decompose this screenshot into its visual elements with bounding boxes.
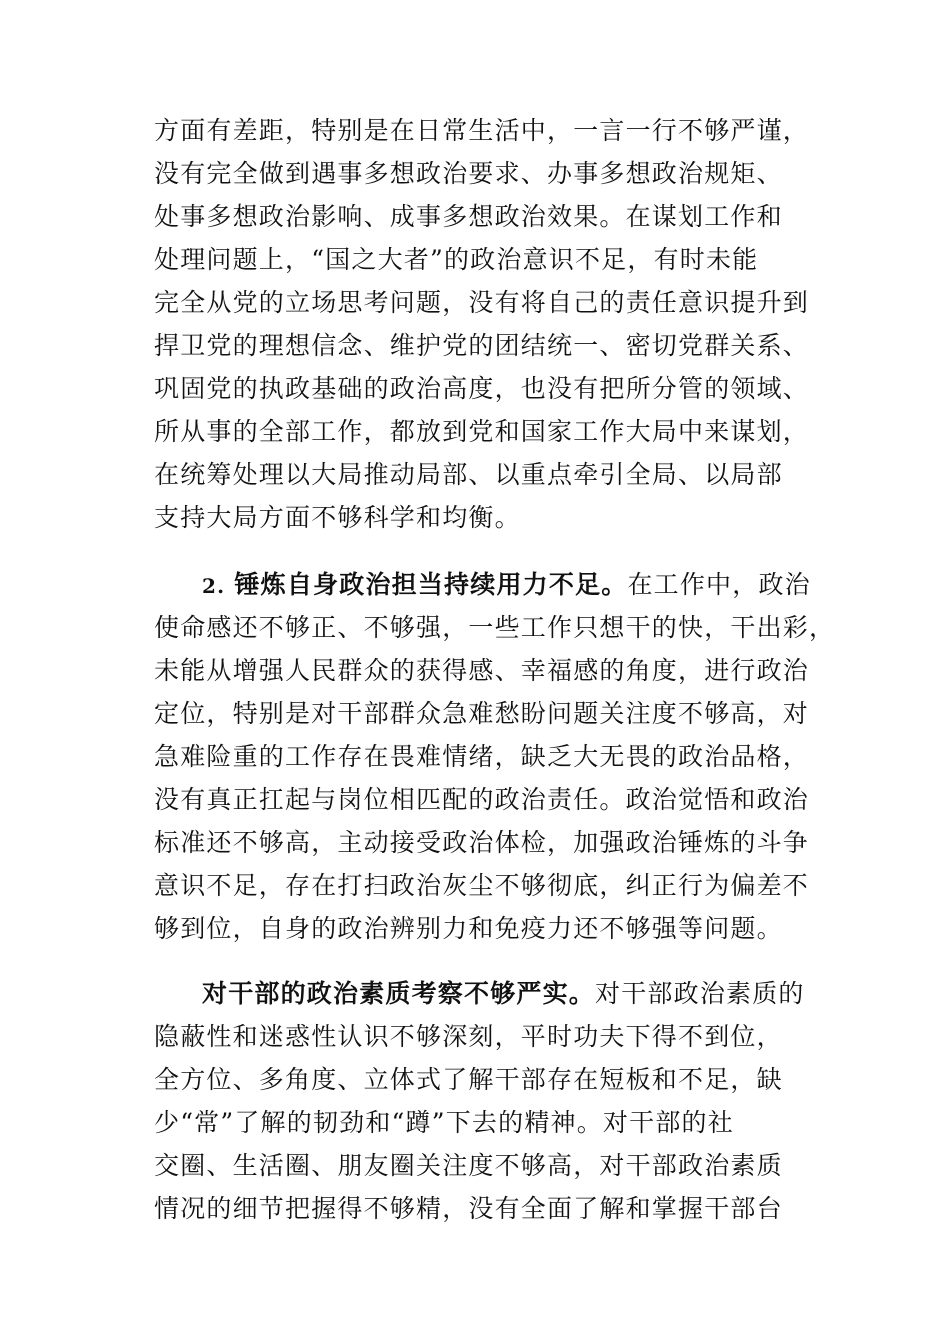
text-line: 在统筹处理以大局推动局部、以重点牵引全局、以局部 bbox=[154, 460, 783, 489]
text-line: 没有完全做到遇事多想政治要求、办事多想政治规矩、 bbox=[154, 159, 783, 188]
text-line: 交圈、生活圈、朋友圈关注度不够高，对干部政治素质 bbox=[154, 1151, 783, 1180]
text-line: 支持大局方面不够科学和均衡。 bbox=[154, 503, 521, 532]
text-line: 巩固党的执政基础的政治高度，也没有把所分管的领域、 bbox=[154, 374, 810, 403]
paragraph-2 bbox=[154, 563, 836, 950]
paragraph-3-first-line bbox=[154, 972, 814, 1015]
paragraph-3 bbox=[154, 972, 814, 1230]
text-line: 意识不足，存在打扫政治灰尘不够彻底，纠正行为偏差不 bbox=[154, 871, 810, 900]
text-line: 方面有差距，特别是在日常生活中，一言一行不够严谨， bbox=[154, 116, 810, 145]
paragraph-heading: 对干部的政治素质考察不够严实。 bbox=[202, 979, 596, 1008]
text-line: 完全从党的立场思考问题，没有将自己的责任意识提升到 bbox=[154, 288, 810, 317]
text-line: 捍卫党的理想信念、维护党的团结统一、密切党群关系、 bbox=[154, 331, 810, 360]
text-line: 处事多想政治影响、成事多想政治效果。在谋划工作和 bbox=[154, 202, 783, 231]
text-line: 未能从增强人民群众的获得感、幸福感的角度，进行政治 bbox=[154, 656, 810, 685]
text-line: 全方位、多角度、立体式了解干部存在短板和不足，缺 bbox=[154, 1065, 783, 1094]
text-line: 隐蔽性和迷惑性认识不够深刻，平时功夫下得不到位， bbox=[154, 1022, 783, 1051]
text-line: 急难险重的工作存在畏难情绪，缺乏大无畏的政治品格， bbox=[154, 742, 810, 771]
text-line: 情况的细节把握得不够精，没有全面了解和掌握干部台 bbox=[154, 1194, 783, 1223]
text-line: 没有真正扛起与岗位相匹配的政治责任。政治觉悟和政治 bbox=[154, 785, 810, 814]
text-line: 标准还不够高，主动接受政治体检，加强政治锤炼的斗争 bbox=[154, 828, 810, 857]
text-line: 所从事的全部工作，都放到党和国家工作大局中来谋划， bbox=[154, 417, 810, 446]
paragraph-2-first-line bbox=[154, 563, 814, 606]
paragraph-heading: 锤炼自身政治担当持续用力不足。 bbox=[234, 570, 628, 599]
text-fragment: 在工作中，政治 bbox=[627, 570, 811, 599]
paragraph-1 bbox=[154, 109, 814, 539]
text-line: 够到位，自身的政治辨别力和免疫力还不够强等问题。 bbox=[154, 914, 783, 943]
text-line: 使命感还不够正、不够强，一些工作只想干的快，干出彩， bbox=[154, 613, 836, 642]
text-line: 定位，特别是对干部群众急难愁盼问题关注度不够高，对 bbox=[154, 699, 810, 728]
text-line: 少“常”了解的韧劲和“蹲”下去的精神。对干部的社 bbox=[154, 1108, 734, 1137]
text-line: 处理问题上，“国之大者”的政治意识不足，有时未能 bbox=[154, 245, 759, 274]
text-fragment: 对干部政治素质的 bbox=[595, 979, 805, 1008]
item-number: 2. bbox=[202, 574, 226, 598]
